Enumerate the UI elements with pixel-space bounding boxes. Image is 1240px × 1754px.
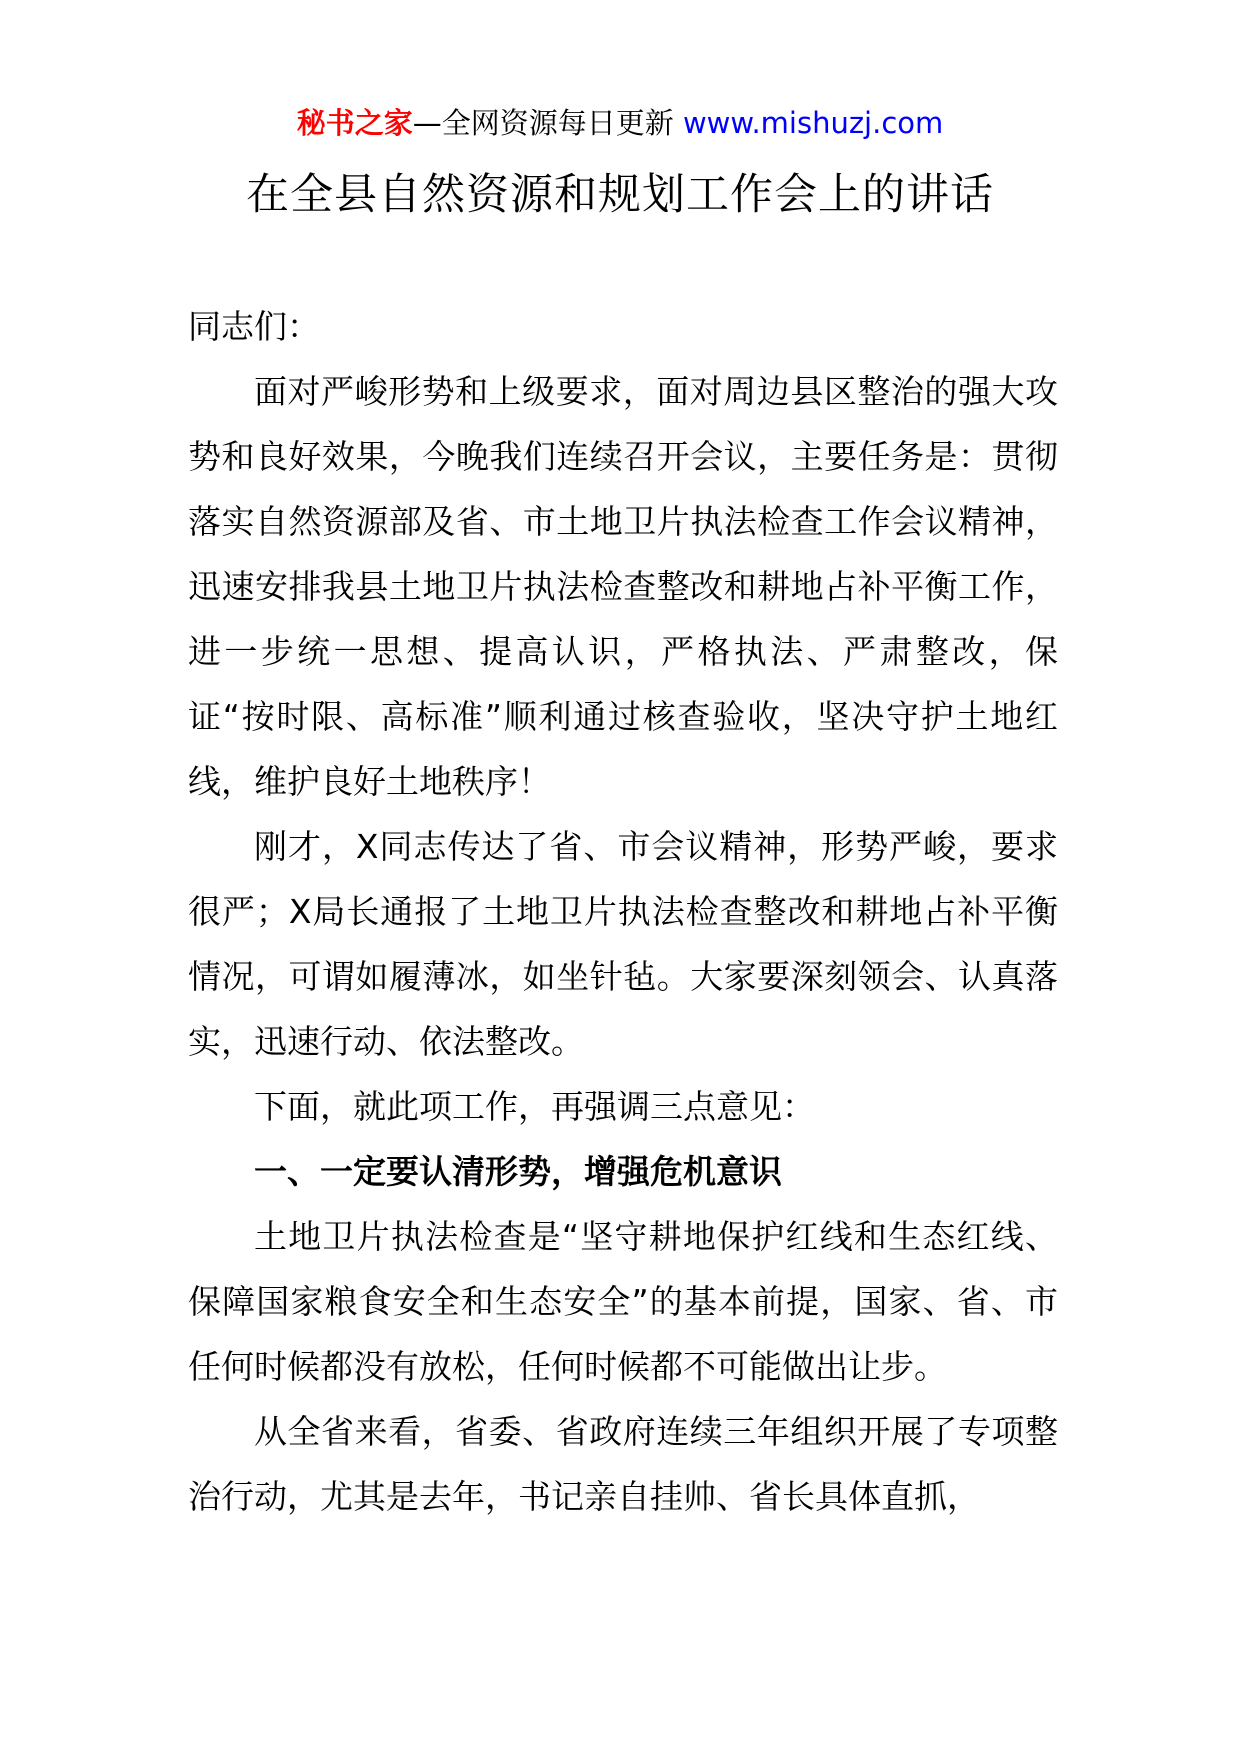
body-paragraph: 下面，就此项工作，再强调三点意见： xyxy=(254,1087,815,1126)
watermark-header xyxy=(0,103,1240,143)
site-link[interactable]: www.mishuzj.com xyxy=(682,106,944,140)
body-paragraph: 从全省来看，省委、省政府连续三年组织开展了专项整治行动，尤其是去年，书记亲自挂帅、省长具体直抓， xyxy=(188,1412,1058,1516)
body-paragraph: 刚才，X同志传达了省、市会议精神，形势严峻，要求很严；X局长通报了土地卫片执法检查整改和耕地占补平衡情况，可谓如履薄冰，如坐针毡。大家要深刻领会、认真落实，迅速行动、依法整改。 xyxy=(188,827,1058,1061)
brand-name: 秘书之家 xyxy=(296,106,413,140)
section-heading: 一、一定要认清形势，增强危机意识 xyxy=(254,1152,782,1191)
body-paragraph: 土地卫片执法检查是“坚守耕地保护红线和生态红线、保障国家粮食安全和生态安全”的基本前提，国家、省、市任何时候都没有放松，任何时候都不可能做出让步。 xyxy=(188,1217,1058,1386)
document-body xyxy=(188,294,1058,1529)
body-paragraph: 面对严峻形势和上级要求，面对周边县区整治的强大攻势和良好效果，今晚我们连续召开会议，主要任务是：贯彻落实自然资源部及省、市土地卫片执法检查工作会议精神，迅速安排我县土地卫片执法检查整改和耕地占补平衡工作，进一步统一思想、提高认识，严格执法、严肃整改，保证“按时限、高标准”顺利通过核查验收，坚决守护土地红线，维护良好土地秩序！ xyxy=(188,372,1058,801)
salutation: 同志们： xyxy=(188,307,320,346)
document-title: 在全县自然资源和规划工作会上的讲话 xyxy=(246,170,994,220)
header-tagline: —全网资源每日更新 xyxy=(412,106,683,140)
